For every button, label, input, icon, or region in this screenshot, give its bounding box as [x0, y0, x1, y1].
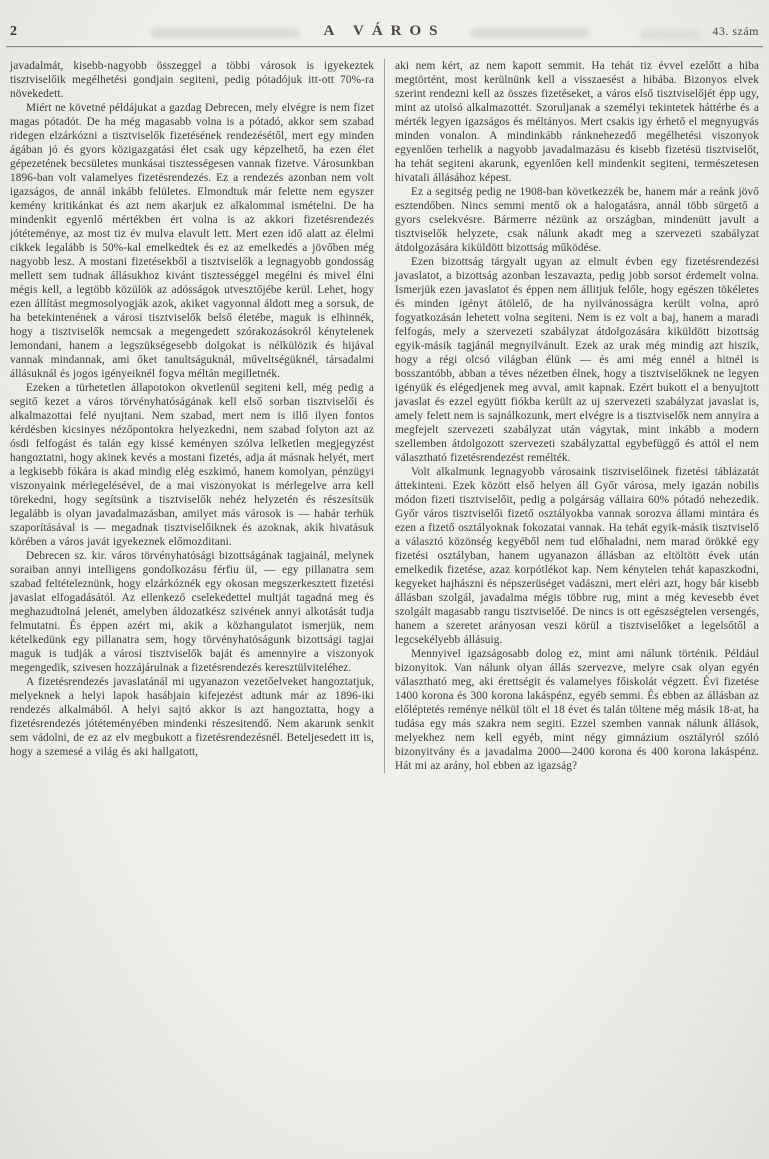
paragraph: Ez a segitség pedig ne 1908-ban következzék be, hanem már a reánk jövő esztendőben. Nincs semmi mentő ok a halogatásra, annál több sürgető a gyors cselekvésre. Bármerre nézünk az országban, mindenütt javult a tisztviselők helyzete, csak nálunk akadt meg a szervezeti szabályzat átdolgozására kiküldött bizottság működése.	[395, 186, 759, 254]
article-body	[0, 47, 769, 773]
issue-number: 43. szám	[712, 24, 759, 38]
scan-artifact	[150, 28, 300, 38]
paragraph: Miért ne követné példájukat a gazdag Debrecen, mely elvégre is nem fizet magas pótadót. De ha még magasabb volna is a pótadó, akkor sem szabad ridegen elzárkózni a tisztviselők fizetésének rendezésétől, mert egy minden ágában jó és gyors közigazgatási élet csak ugy képzelhető, ha ezen élet gépezetének becsületes munkásai tisztességesen vannak fizetve. Városunkban 1896-ban volt valamelyes fizetésrendezés. Ez a rendezés azonban nem volt igazságos, de annál inkább felületes. Elmondtuk már felette nem egyszer kemény kritikánkat és azt nem akarjuk ez alkalommal ismételni. De ha mindenkit egyenlő mértékben ért volna is az akkori fizetésrendezés jótéteménye, az most tiz év mulva elavult lett. Mert ezen idő alatt az élelmi cikkek legalább is 50%-kal emelkedtek és ez az emelkedés a jövőben még nagyobb lesz. A mostani fizetésekből a tisztviselők a legnagyobb gondosság mellett sem tudnak állásukhoz kivánt tisztességgel megélni és mivel élni mégis kell, a legtöbb közülök az adósságok utvesztőjébe kerül. Lehet, hogy ezen állítást megmosolyogják azok, akiket vagyonnal áldott meg a sorsuk, de ha betekintenének a városi tisztviselők belső életébe, maguk is elhinnék, hogy a tisztviselők nemcsak a megengedett szórakozásokról kénytelenek lemondani, hanem a legszükségesebb dolgokat is nélkülözik és hijával vannak mindannak, ami őket tanultságuknál, műveltségüknél, társadalmi állásuknál és jogos igényeiknél fogva méltán megilletnék.	[10, 102, 374, 380]
paragraph: Ezeken a türhetetlen állapotokon okvetlenül segiteni kell, még pedig a segitő kezet a város törvényhatóságának kell első sorban tisztviselői és alkalmazottai felé nyujtani. Nem szabad, mert nem is illő ilyen fontos kérdésben kicsinyes nézőpontokra helyezkedni, nem szabad folyton azt az ósdi felfogást és talán egy kissé keményen szólva lelketlen megjegyzést hangoztatni, hogy akinek kevés a mostani fizetés, adja át másnak helyét, mert a legkisebb fókára is akad mindig elég eszkimó, hanem komolyan, pénzügyi viszonyaink mérlegelésével, de a mai viszonyokat is mérlegelve arra kell törekedni, hogy segítsünk a tisztviselők nehéz helyzetén és részesítsük legalább is olyan javadalmazásban, amilyet más városok is — habár terhük szaporításával is — megadnak tisztviselőiknek és azoknak, akik hivatásuk körében a város javát igyekeznek előmozditani.	[10, 382, 374, 548]
paragraph: Mennyivel igazságosabb dolog ez, mint ami nálunk történik. Például bizonyitok. Van nálunk olyan állás szervezve, melyre csak olyan egyén választható meg, aki érettségit és valamelyes főiskolát végzett. Évi fizetése 1400 korona és 300 korona lakáspénz, egyéb semmi. És ebben az állásban az előléptetés reménye nélkül tölt el 18 évet és talán töltene még másik 18-at, ha tudása egy más szakra nem segiti. Ezzel szemben vannak nálunk állások, melyekhez nem kell egyéb, mint négy gimnázium osztályról szóló bizonyitvány és a javadalma 2000—2400 korona és 400 korona lakáspénz. Hát mi az arány, hol ebben az igazság?	[395, 648, 759, 772]
paragraph: A fizetésrendezés javaslatánál mi ugyanazon vezetőelveket hangoztatjuk, melyeknek a helyi lapok hasábjain kifejezést adtunk már az 1896-iki rendezés alkalmából. A helyi sajtó akkor is azt hangoztatta, hogy a fizetésrendezés jótéteményében mindenki részesitendő. Nem akarunk senkit sem vádolni, de ez az elv megbukott a fizetésrendezésnél. Beteljesedett itt is, hogy a szemesé a világ és aki hallgatott,	[10, 676, 374, 758]
scan-artifact	[640, 30, 700, 40]
paragraph: javadalmát, kisebb-nagyobb összeggel a többi városok is igyekeztek tisztviselőik megélhetési gondjain segiteni, pedig pótadójuk itt-ott 70%-ra növekedett.	[10, 60, 374, 100]
newspaper-title: A VÁROS	[323, 23, 446, 39]
scan-artifact	[470, 28, 590, 38]
column-divider	[384, 59, 385, 773]
paragraph: Ezen bizottság tárgyalt ugyan az elmult évben egy fizetésrendezési javaslatot, a bizottság azonban leszavazta, pedig jobb sorsot érdemelt volna. Ismerjük ezen javaslatot és éppen nem állitjuk felőle, hogy egészen tökéletes és minden igényt átölelő, de ha nyilvánosságra került volna, apró fogyatkozásán lehetett volna segiteni. Nem is ez volt a baj, hanem a maradi felfogás, mely a szervezeti szabályzat átdolgozására kiküldött bizottság egyik-másik tagjánál megnyilvánult. Ezek az urak még mindig azt hiszik, hogy a régi olcsó világban élünk — és ami még ennél a hitnél is bosszantóbb, abban a téves nézetben élnek, hogy a tisztviselőknek ne legyen igényük és elégedjenek meg avval, amit kapnak. Ezért bukott el a benyujtott javaslat és ezzel együtt fiókba került az uj szervezeti szabályzat javaslat is, amely felett nem is sajnálkozunk, mert elvégre is a tisztviselők nem annyira a megfejelt szervezeti szabályzat után vágytak, mint inkább a modern szellemben átdolgozott szervezeti szabályzattal egybefüggő és attól el nem választható fizetésrendezést remélték.	[395, 256, 759, 464]
paragraph: Debrecen sz. kir. város törvényhatósági bizottságának tagjainál, melynek soraiban annyi intelligens gondolkozásu férfiu ül, — egy pillanatra sem szabad feltételeznünk, hogy elzárkóznék egy okosan megszerkesztett fizetési javaslat elfogadásától. Az ellenkező cselekedettel multját tagadná meg és meghazudtolná jelenét, amelyben áldozatkész szivének annyi alkotását tudja felmutatni. És éppen azért mi, akik a közhangulatot ismerjük, nem kételkedünk egy pillanatra sem, hogy törvényhatóságunk bizottsági tagjai maguk is tudják a városi tisztviselők baját és amennyire a viszonyok megengedik, szivesen hozzájárulnak a fizetésrendezés keresztülviteléhez.	[10, 550, 374, 674]
left-column	[8, 59, 384, 773]
paragraph: Volt alkalmunk legnagyobb városaink tisztviselőinek fizetési táblázatát áttekinteni. Ezek között első helyen áll Győr városa, mely igazán nobilis módon fizeti tisztviselőit, pedig a polgárság vállaira 60% pótadó nehezedik. Győr város tisztviselői fizető osztályokba vannak sorozva állami mintára és ezen a fizető osztályoknak fokozatai vannak. Ha tehát egyik-másik tisztviselő a választó közönség kegyéből nem tud előhaladni, nem marad örökké egy fizetési osztályban, hanem ugyanazon állásban az eltöltött évek után emelkedik fizetése, azaz korpótlékot kap. Nem kénytelen tehát kapaszkodni, kegyeket hajhászni és népszerüséget vadászni, mert eléri azt, hogy bár kisebb állásban szolgál, javadalma mégis többre rug, mint a még kevesebb évet szolgált magasabb rangu tisztviselőé. De nincs is ott egészségtelen versengés, hanem a szeretet arányosan veszi körül a tisztviselőket a legelsőtől a legcsekélyebb állásuig.	[395, 466, 759, 646]
page-number: 2	[10, 24, 18, 39]
right-column	[385, 59, 761, 773]
paragraph: aki nem kért, az nem kapott semmit. Ha tehát tiz évvel ezelőtt a hiba megtörtént, most kerülnünk kell a visszaesést a hibába. Bizonyos elvek szerint rendezni kell az összes fizetéseket, a város első tisztviselőjét épp ugy, mint az utolsó alkalmazottét. Szoruljanak a személyi tekintetek háttérbe és a mérték legyen igazságos és méltányos. Mert csakis igy érhető el megnyugvás minden vonalon. A mindinkább ránknehezedő megélhetési viszonyok egyenlően terhelik a nagyobb javadalmazásu és kisebb fizetésü tisztviselőt, ha tehát segiteni akarunk, egyenlően kell mindenkit segiteni, természetesen hivatali állásához képest.	[395, 60, 759, 184]
